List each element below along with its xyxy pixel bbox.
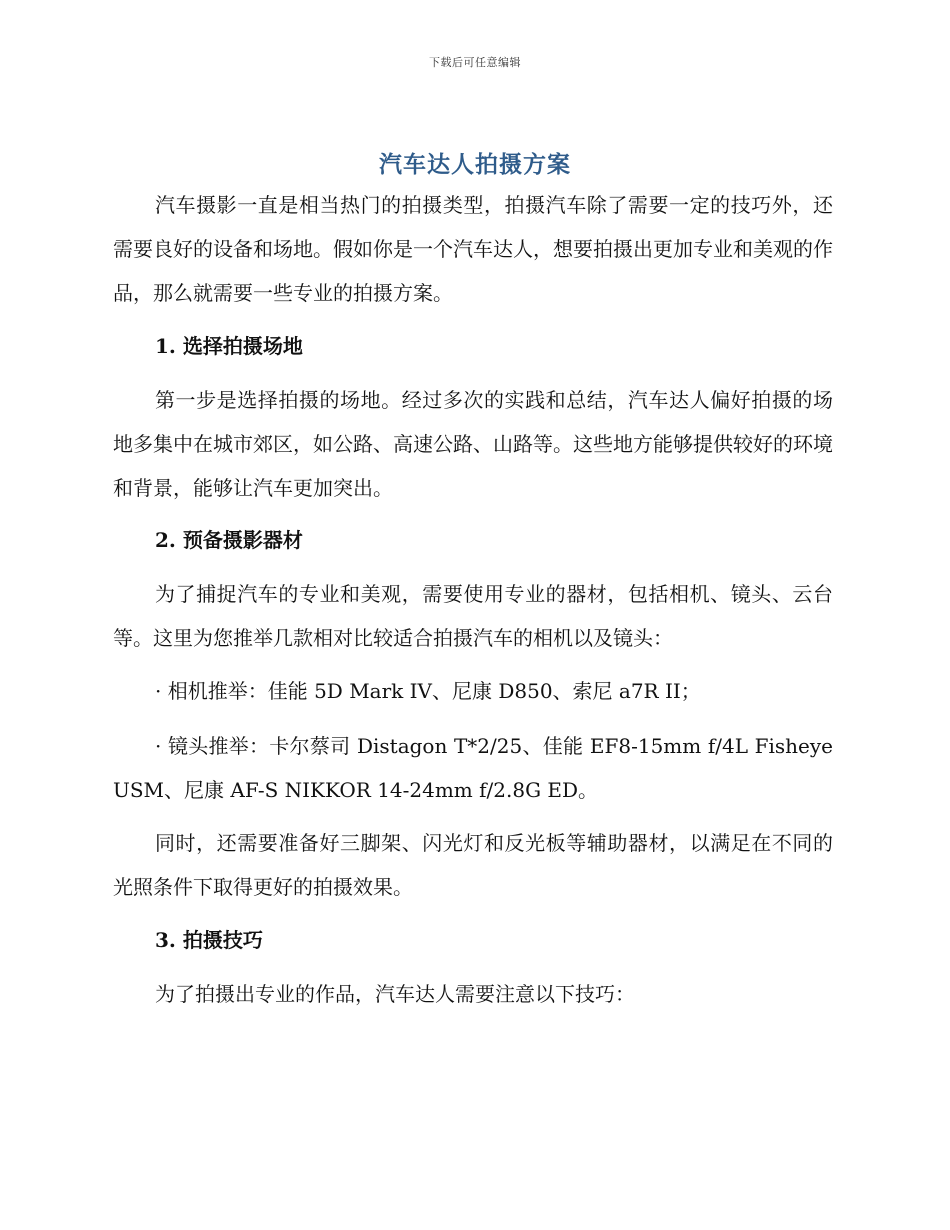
section-3-heading-block [113, 918, 833, 962]
section-3-heading: 3. 拍摄技巧 [155, 928, 263, 952]
section-3-body-block [113, 972, 833, 1016]
intro-paragraph: 汽车摄影一直是相当热门的拍摄类型，拍摄汽车除了需要一定的技巧外，还需要良好的设备和场地。假如你是一个汽车达人，想要拍摄出更加专业和美观的作品，那么就需要一些专业的拍摄方案。 [113, 193, 833, 305]
header-note: 下载后可任意编辑 [429, 56, 521, 69]
section-2-body2-block [113, 821, 833, 909]
section-2-heading-block [113, 518, 833, 562]
camera-bullet-block [113, 669, 833, 713]
lens-recommendation-bullet: · 镜头推举：卡尔蔡司 Distagon T*2/25、佳能 EF8-15mm f/4L Fisheye USM、尼康 AF-S NIKKOR 14-24mm f/2.8G ED。 [113, 734, 833, 802]
section-3-paragraph: 为了拍摄出专业的作品，汽车达人需要注意以下技巧： [155, 982, 635, 1006]
section-2-paragraph: 为了捕捉汽车的专业和美观，需要使用专业的器材，包括相机、镜头、云台等。这里为您推举几款相对比较适合拍摄汽车的相机以及镜头： [113, 582, 833, 650]
section-1-body-block [113, 378, 833, 510]
lens-bullet-block [113, 724, 833, 812]
section-2-body-block [113, 572, 833, 660]
document-title: 汽车达人拍摄方案 [379, 152, 571, 178]
section-2-paragraph-2: 同时，还需要准备好三脚架、闪光灯和反光板等辅助器材，以满足在不同的光照条件下取得更好的拍摄效果。 [113, 831, 833, 899]
camera-recommendation-bullet: · 相机推举：佳能 5D Mark IV、尼康 D850、索尼 a7R II； [155, 679, 701, 703]
section-1-heading: 1. 选择拍摄场地 [155, 334, 303, 358]
section-1-paragraph: 第一步是选择拍摄的场地。经过多次的实践和总结，汽车达人偏好拍摄的场地多集中在城市郊区，如公路、高速公路、山路等。这些地方能够提供较好的环境和背景，能够让汽车更加突出。 [113, 388, 833, 500]
section-1-heading-block [113, 324, 833, 368]
section-2-heading: 2. 预备摄影器材 [155, 528, 303, 552]
intro-block [113, 183, 833, 315]
